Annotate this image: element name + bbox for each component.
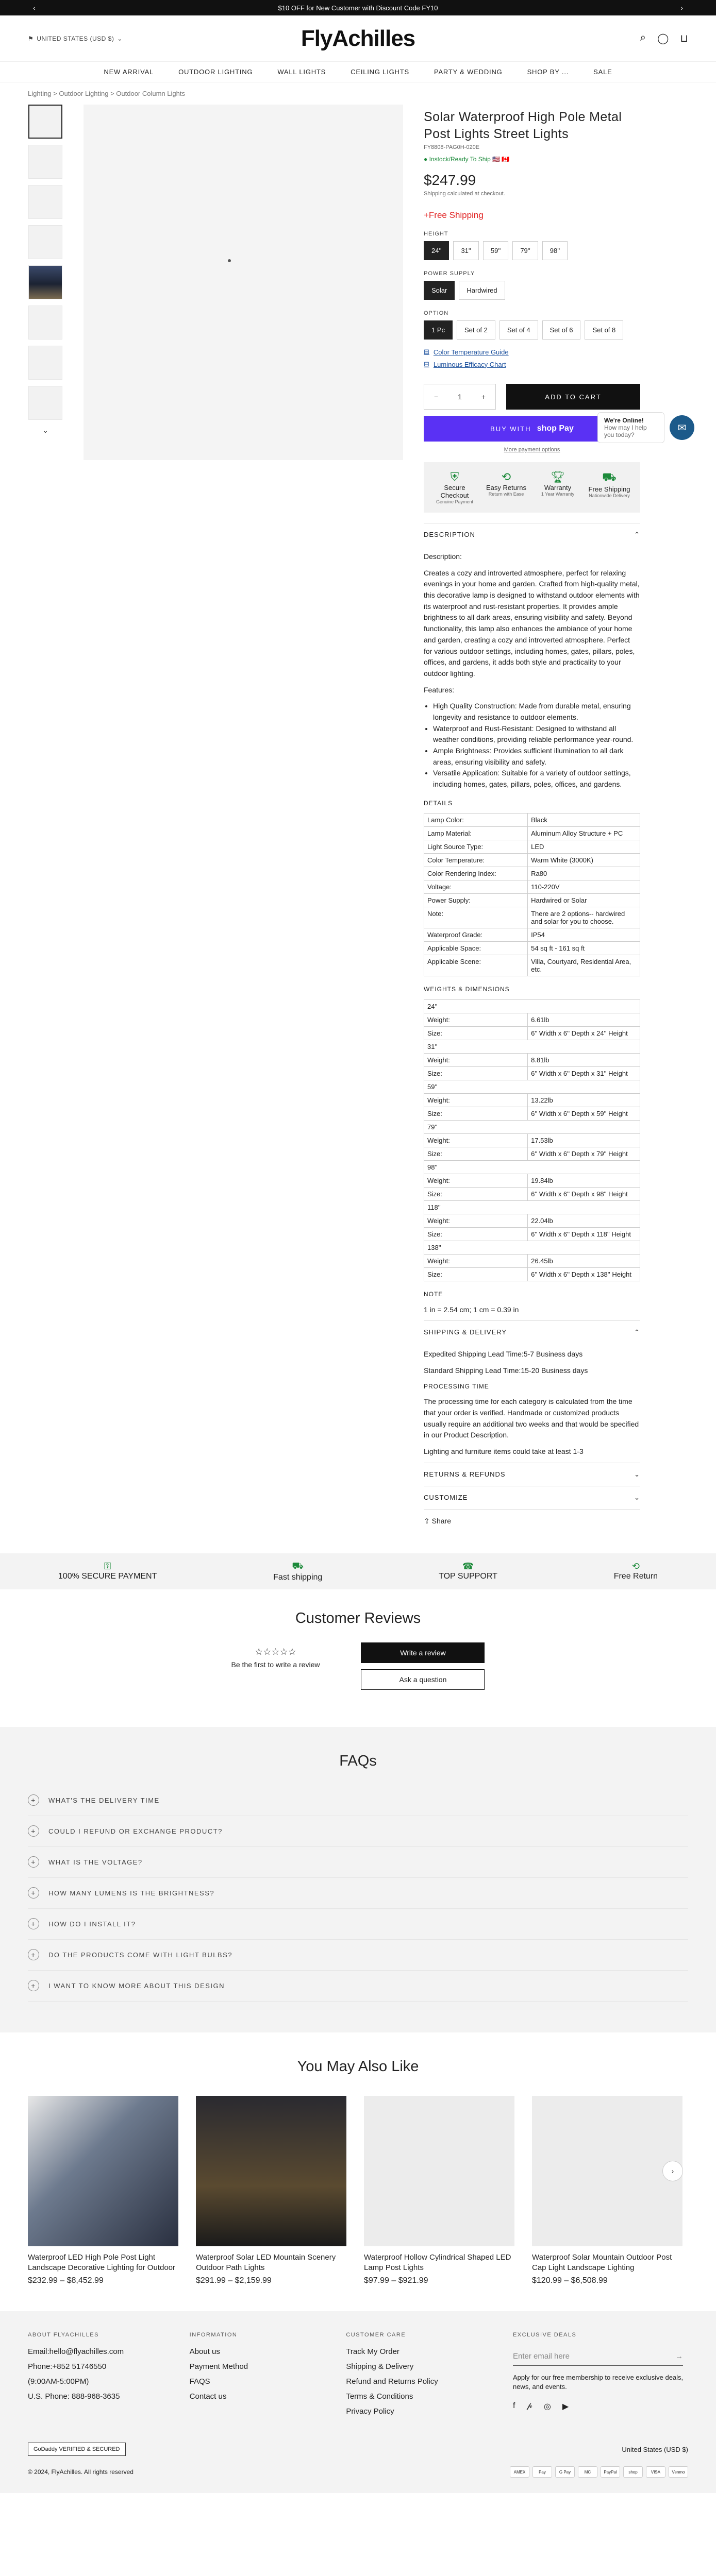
thumbnail[interactable] (28, 145, 62, 179)
account-icon[interactable]: ◯ (657, 33, 669, 44)
add-to-cart-button[interactable]: ADD TO CART (506, 384, 640, 410)
description-body: Description: Creates a cozy and introverted atmosphere, perfect for relaxing evenings in your home and garden. Crafted from high-quality metal, this decorative lamp is designed to withstand outdoor elements with its waterproof and rust-resistant properties. It provides ample brightness to all dark areas, ensuring visibility and safety. Beyond functionality, this lamp also enhances the ambiance of your home and garden, creating a cozy and introverted atmosphere. Perfect for various outdoor settings, including homes, gates, pillars, poles, offices, and gardens, it adds both style and practicality to your outdoor lighting. Features: • High Quality Construction: Made from durable metal, ensuring longevity and resistance to outdoor elements. • Waterproof and Rust-Resistant: Designed to withstand all weather conditions, providing reliable performance year-round. • Ample Brightness: Provides sufficient illumination to all dark areas, ensuring visibility and safety. • Versatile Application: Suitable for a variety of outdoor settings, including homes, gates, pillars, poles, offices, and gardens. DETAILS Lamp Color: Black Lamp Material: Aluminum Alloy Structure + PC Light Source Type: LED Color Temperature: Warm White (3000K) Color Rendering Index: Ra80 Voltage: 110-220V Power Supply: Hardwired or Solar Note: There are 2 options-- hardwired and solar for you to choose. Waterproof Grade: IP54 Applicable Space: 54 sq ft - 161 sq ft Applicable Scene: Villa, Courtyard, Residential Area, etc. WEIGHTS & DIMENSIONS 24'' Weight: 6.61lb Size: 6'' Width x 6'' Depth x 24'' Height 31'' Weight: 8.81lb Size: 6'' Width x 6'' Depth x 31'' Height 59'' Weight: 13.22lb Size: 6'' Width x 6'' Depth x 59'' Height 79'' Weight: 17.53lb Size: 6'' Width x 6'' Depth x 79'' Height 98'' Weight: 19.84lb Size: 6'' Width x 6'' Depth x 98'' Height 118'' Weight: 22.04lb Size: 6'' Width x 6'' Depth x 118'' Height 138'' Weight: 26.45lb Size: 6'' Width x 6'' Depth x 138'' Height NOTE 1 in = 2.54 cm; 1 cm = 0.39 in (424, 551, 640, 1315)
set-option[interactable]: Set of 6 (542, 320, 581, 340)
table-row: 31'' (424, 1040, 640, 1053)
faq-item[interactable]: + I WANT TO KNOW MORE ABOUT THIS DESIGN (28, 1971, 688, 2002)
table-row: Light Source Type: LED (424, 840, 640, 854)
table-row: Waterproof Grade: IP54 (424, 928, 640, 942)
thumbnail[interactable] (28, 105, 62, 139)
table-row: 98'' (424, 1160, 640, 1174)
nav-new-arrival[interactable]: NEW ARRIVAL (104, 68, 154, 76)
chevron-down-icon: ⌄ (634, 1493, 640, 1501)
thumbnail[interactable] (28, 185, 62, 219)
table-row: Weight: 26.45lb (424, 1254, 640, 1267)
headset-icon: ☎ (462, 1561, 474, 1572)
return-icon: ⟲ (631, 1561, 640, 1572)
flag-icon: ⚑ (28, 35, 34, 42)
table-row: Lamp Material: Aluminum Alloy Structure + PC (424, 827, 640, 840)
chevron-right-icon[interactable]: › (680, 4, 683, 12)
table-row: Size: 6'' Width x 6'' Depth x 79'' Height (424, 1147, 640, 1160)
payment-icon: PayPal (601, 2466, 620, 2478)
shipping-body: Expedited Shipping Lead Time:5-7 Business days Standard Shipping Lead Time:15-20 Business days PROCESSING TIME The processing time for each category is calculated from the time that your order is verified. Handmade or customized products usually require an additional two weeks and that would be specified in our Product Description. Lighting and furniture items could take at least 1-3 (424, 1350, 639, 1455)
product-section (0, 105, 716, 1533)
chat-widget[interactable]: We're Online! How may I help you today? ✉ (597, 412, 694, 443)
thumbnail[interactable] (28, 346, 62, 380)
minus-icon[interactable]: − (434, 393, 439, 401)
thumbnail[interactable] (28, 386, 62, 420)
weights-table (424, 999, 640, 1281)
quantity-stepper[interactable] (424, 384, 496, 410)
footer: ABOUT FLYACHILLES Email:hello@flyachilles.com Phone:+852 51746550 (9:00AM-5:00PM) U.S. Phone: 888-968-3635 INFORMATION About us Payment Method FAQS Contact us CUSTOMER CARE Track My Order Shipping & Delivery Refund and Returns Policy Terms & Conditions Privacy Policy EXCLUSIVE DEALS Enter email here → Apply for our free membership to receive exclusive deals, news, and events. f 𝓅 ◎ ▶ GoDaddy VERIFIED & SECURED United States (USD $) © 2024, FlyAchilles. All rights reserved AMEX Pay G Pay MC PayPal shop VISA Venmo (0, 2311, 716, 2493)
lock-icon: ⚿ (104, 1561, 111, 1572)
godaddy-badge: GoDaddy VERIFIED & SECURED (28, 2443, 126, 2456)
table-row: 118'' (424, 1200, 640, 1214)
plus-icon: + (28, 1887, 39, 1899)
thumbnail[interactable] (28, 265, 62, 299)
height-option[interactable]: 98'' (542, 241, 568, 260)
product-card[interactable]: Waterproof LED High Pole Post Light Landscape Decorative Lighting for Outdoor $232.99 – $8,452.99 (28, 2096, 178, 2286)
set-option[interactable]: 1 Pc (424, 320, 453, 340)
footer-link[interactable]: Track My Order (346, 2347, 399, 2357)
returns-accordion[interactable]: RETURNS & REFUNDS ⌄ (424, 1463, 640, 1486)
height-label: HEIGHT (424, 231, 448, 237)
chevron-down-icon: ⌄ (634, 1470, 640, 1478)
plus-icon: + (28, 1856, 39, 1868)
plus-icon: + (28, 1980, 39, 1991)
table-row: Weight: 8.81lb (424, 1053, 640, 1066)
quantity-value[interactable]: 1 (458, 393, 462, 401)
product-sku: FY8808-PAG0H-020E (424, 144, 480, 150)
table-row: Voltage: 110-220V (424, 880, 640, 894)
faq-item[interactable]: + COULD I REFUND OR EXCHANGE PRODUCT? (28, 1816, 688, 1847)
table-row: Weight: 19.84lb (424, 1174, 640, 1187)
faq-section: FAQs + WHAT'S THE DELIVERY TIME + COULD I REFUND OR EXCHANGE PRODUCT? + WHAT IS THE VOLTAGE? + HOW MANY LUMENS IS THE BRIGHTNESS? + HOW DO I INSTALL IT? + DO THE PRODUCTS COME WITH LIGHT BULBS? + I WANT TO KNOW MORE ABOUT THIS DESIGN (0, 1727, 716, 2032)
free-shipping-label: +Free Shipping (424, 210, 484, 220)
chevron-down-icon[interactable]: ⌄ (42, 426, 48, 434)
height-option[interactable]: 31'' (453, 241, 478, 260)
height-option[interactable]: 24'' (424, 241, 449, 260)
announcement-text: $10 OFF for New Customer with Discount Code FY10 (278, 4, 438, 12)
table-row: Size: 6'' Width x 6'' Depth x 98'' Height (424, 1187, 640, 1200)
region-selector[interactable]: United States (USD $) (622, 2445, 688, 2453)
footer-link[interactable]: Payment Method (189, 2362, 248, 2371)
plus-icon[interactable]: + (481, 393, 486, 401)
faq-item[interactable]: + WHAT'S THE DELIVERY TIME (28, 1785, 688, 1816)
customize-accordion[interactable]: CUSTOMIZE ⌄ (424, 1486, 640, 1509)
table-row: Weight: 22.04lb (424, 1214, 640, 1227)
set-option[interactable]: Set of 4 (499, 320, 538, 340)
faq-item[interactable]: + WHAT IS THE VOLTAGE? (28, 1847, 688, 1878)
plus-icon: + (28, 1918, 39, 1929)
table-row: Applicable Space: 54 sq ft - 161 sq ft (424, 942, 640, 955)
power-label: POWER SUPPLY (424, 270, 475, 277)
bulb-icon: ⊟ (424, 360, 429, 368)
payment-icon: Venmo (669, 2466, 688, 2478)
table-row: Applicable Scene: Villa, Courtyard, Residential Area, etc. (424, 955, 640, 976)
stock-status: ● Instock/Ready To Ship 🇺🇸 🇨🇦 (424, 156, 510, 163)
footer-email[interactable]: Email:hello@flyachilles.com (28, 2347, 124, 2357)
table-row: Note: There are 2 options-- hardwired and solar for you to choose. (424, 907, 640, 928)
height-option[interactable]: 79'' (512, 241, 538, 260)
chat-icon: ✉ (670, 415, 694, 440)
footer-link[interactable]: Terms & Conditions (346, 2392, 413, 2401)
breadcrumb[interactable]: Lighting > Outdoor Lighting > Outdoor Column Lights (28, 90, 185, 97)
buy-with-shoppay-button[interactable]: BUY WITH shop Pay (424, 416, 640, 442)
table-row: Weight: 13.22lb (424, 1093, 640, 1107)
table-row: Power Supply: Hardwired or Solar (424, 894, 640, 907)
faq-item[interactable]: + HOW MANY LUMENS IS THE BRIGHTNESS? (28, 1878, 688, 1909)
table-row: Weight: 6.61lb (424, 1013, 640, 1026)
nav-shop-by[interactable]: SHOP BY ... (527, 68, 569, 76)
thumbnail[interactable] (28, 225, 62, 259)
related-products: You May Also Like Waterproof LED High Pole Post Light Landscape Decorative Lighting for Outdoor $232.99 – $8,452.99 Waterproof Solar LED Mountain Scenery Outdoor Path Lights $291.99 – $2,159.99 Waterproof Hollow Cylindrical Shaped LED Lamp Post Lights $97.99 – $921.99 Waterproof Solar Mountain Outdoor Post Cap Light Landscape Lighting $120.99 – $6,508.99 › (0, 2032, 716, 2312)
table-row: 59'' (424, 1080, 640, 1093)
faq-item[interactable]: + DO THE PRODUCTS COME WITH LIGHT BULBS? (28, 1940, 688, 1971)
payment-icon: MC (578, 2466, 597, 2478)
table-row: Size: 6'' Width x 6'' Depth x 59'' Height (424, 1107, 640, 1120)
plus-icon: + (28, 1794, 39, 1806)
color-guide-link[interactable]: ⊟ Color Temperature Guide (424, 348, 509, 356)
details-table (424, 813, 640, 976)
thumbnail[interactable] (28, 306, 62, 340)
table-row: Size: 6'' Width x 6'' Depth x 138'' Height (424, 1267, 640, 1281)
footer-link[interactable]: FAQS (189, 2377, 210, 2386)
power-option[interactable]: Hardwired (459, 281, 505, 300)
option-label: OPTION (424, 310, 449, 316)
table-row: Size: 6'' Width x 6'' Depth x 118'' Height (424, 1227, 640, 1241)
nav-wall-lights[interactable]: WALL LIGHTS (277, 68, 326, 76)
payment-icon: VISA (646, 2466, 665, 2478)
shield-icon: ⛨ (450, 470, 459, 483)
more-payment-link[interactable]: More payment options (504, 447, 560, 453)
faq-item[interactable]: + HOW DO I INSTALL IT? (28, 1909, 688, 1940)
chevron-down-icon: ⌄ (117, 35, 123, 42)
product-info (424, 105, 640, 1533)
power-option[interactable]: Solar (424, 281, 455, 300)
shipping-accordion[interactable]: SHIPPING & DELIVERY ⌃ (424, 1320, 640, 1344)
product-card[interactable]: Waterproof Hollow Cylindrical Shaped LED Lamp Post Lights $97.99 – $921.99 (364, 2096, 514, 2286)
table-row: Lamp Color: Black (424, 814, 640, 827)
nav-ceiling-lights[interactable]: CEILING LIGHTS (351, 68, 409, 76)
lumen-chart-link[interactable]: ⊟ Luminous Efficacy Chart (424, 360, 506, 368)
chevron-right-icon[interactable]: › (662, 2161, 683, 2181)
footer-link[interactable]: Contact us (189, 2392, 227, 2401)
facebook-icon[interactable]: f (512, 2401, 515, 2410)
nav-sale[interactable]: SALE (593, 68, 612, 76)
header (0, 15, 716, 62)
plus-icon: + (28, 1825, 39, 1837)
write-review-button[interactable]: Write a review (361, 1642, 485, 1663)
table-row: Color Rendering Index: Ra80 (424, 867, 640, 880)
nav-outdoor-lighting[interactable]: OUTDOOR LIGHTING (178, 68, 253, 76)
ask-question-button[interactable]: Ask a question (361, 1669, 485, 1690)
table-row: Weight: 17.53lb (424, 1133, 640, 1147)
trophy-icon: 🏆︎ (551, 470, 565, 483)
chevron-up-icon: ⌃ (634, 1328, 640, 1336)
payment-icon: Pay (532, 2466, 552, 2478)
table-row: 138'' (424, 1241, 640, 1254)
product-price: $247.99 (424, 172, 476, 188)
table-row: 24'' (424, 999, 640, 1013)
pinterest-icon[interactable]: 𝓅 (526, 2401, 532, 2410)
set-option[interactable]: Set of 2 (457, 320, 495, 340)
table-row: Size: 6'' Width x 6'' Depth x 31'' Height (424, 1066, 640, 1080)
table-row: Color Temperature: Warm White (3000K) (424, 854, 640, 867)
description-accordion[interactable]: DESCRIPTION ⌃ (424, 523, 640, 546)
payment-icons (510, 2466, 688, 2478)
reviews-section: Customer Reviews ☆☆☆☆☆ Be the first to write a review Write a review Ask a question (0, 1589, 716, 1727)
payment-icon: AMEX (510, 2466, 529, 2478)
shipping-note: Shipping calculated at checkout. (424, 191, 505, 197)
table-row: Size: 6'' Width x 6'' Depth x 24'' Height (424, 1026, 640, 1040)
currency-selector[interactable]: ⚑ UNITED STATES (USD $) ⌄ (28, 35, 123, 42)
table-row: 79'' (424, 1120, 640, 1133)
nav-party-wedding[interactable]: PARTY & WEDDING (434, 68, 503, 76)
instagram-icon[interactable]: ◎ (543, 2402, 551, 2411)
announcement-bar (0, 0, 716, 15)
plus-icon: + (28, 1949, 39, 1960)
product-title: Solar Waterproof High Pole Metal Post Lights Street Lights (424, 110, 622, 141)
site-logo[interactable]: FlyAchilles (301, 25, 415, 51)
chevron-left-icon[interactable]: ‹ (33, 4, 36, 12)
newsletter-email-input[interactable]: Enter email here → (513, 2347, 683, 2366)
thermometer-icon: ⊟ (424, 348, 429, 355)
return-icon: ⟲ (501, 470, 511, 483)
set-option[interactable]: Set of 8 (585, 320, 623, 340)
chevron-up-icon: ⌃ (634, 531, 640, 538)
product-card[interactable]: Waterproof Solar Mountain Outdoor Post Cap Light Landscape Lighting $120.99 – $6,508.99 (532, 2096, 682, 2286)
trust-bar: ⚿ 100% SECURE PAYMENT ⛟ Fast shipping ☎ TOP SUPPORT ⟲ Free Return (0, 1553, 716, 1589)
truck-icon: ⛟ (292, 1560, 304, 1571)
product-card[interactable]: Waterproof Solar LED Mountain Scenery Outdoor Path Lights $291.99 – $2,159.99 (196, 2096, 346, 2286)
payment-icon: shop (623, 2466, 643, 2478)
share-icon: ⇪ (424, 1516, 430, 1525)
trust-badges: ⛨ Secure Checkout Genuine Payment ⟲ Easy Returns Return with Ease 🏆︎ Warranty 1 Year Warranty ⛟ Free Shipping Nationwide Delivery (424, 462, 640, 513)
footer-link[interactable]: Privacy Policy (346, 2407, 394, 2416)
search-icon[interactable]: ⌕ (640, 32, 646, 43)
footer-link[interactable]: Refund and Returns Policy (346, 2377, 438, 2386)
footer-link[interactable]: About us (189, 2347, 220, 2357)
rating-stars: ☆☆☆☆☆ (255, 1646, 296, 1657)
main-nav (0, 62, 716, 82)
payment-icon: G Pay (555, 2466, 575, 2478)
footer-link[interactable]: Shipping & Delivery (346, 2362, 414, 2371)
height-option[interactable]: 59'' (483, 241, 508, 260)
youtube-icon[interactable]: ▶ (562, 2402, 569, 2411)
cart-icon[interactable]: ⊔ (680, 33, 688, 44)
share-button[interactable]: ⇪ Share (424, 1509, 640, 1533)
truck-icon: ⛟ (602, 470, 617, 483)
arrow-right-icon: → (675, 2352, 683, 2361)
thumbnail-list (28, 105, 63, 1533)
main-product-image[interactable] (84, 105, 403, 460)
